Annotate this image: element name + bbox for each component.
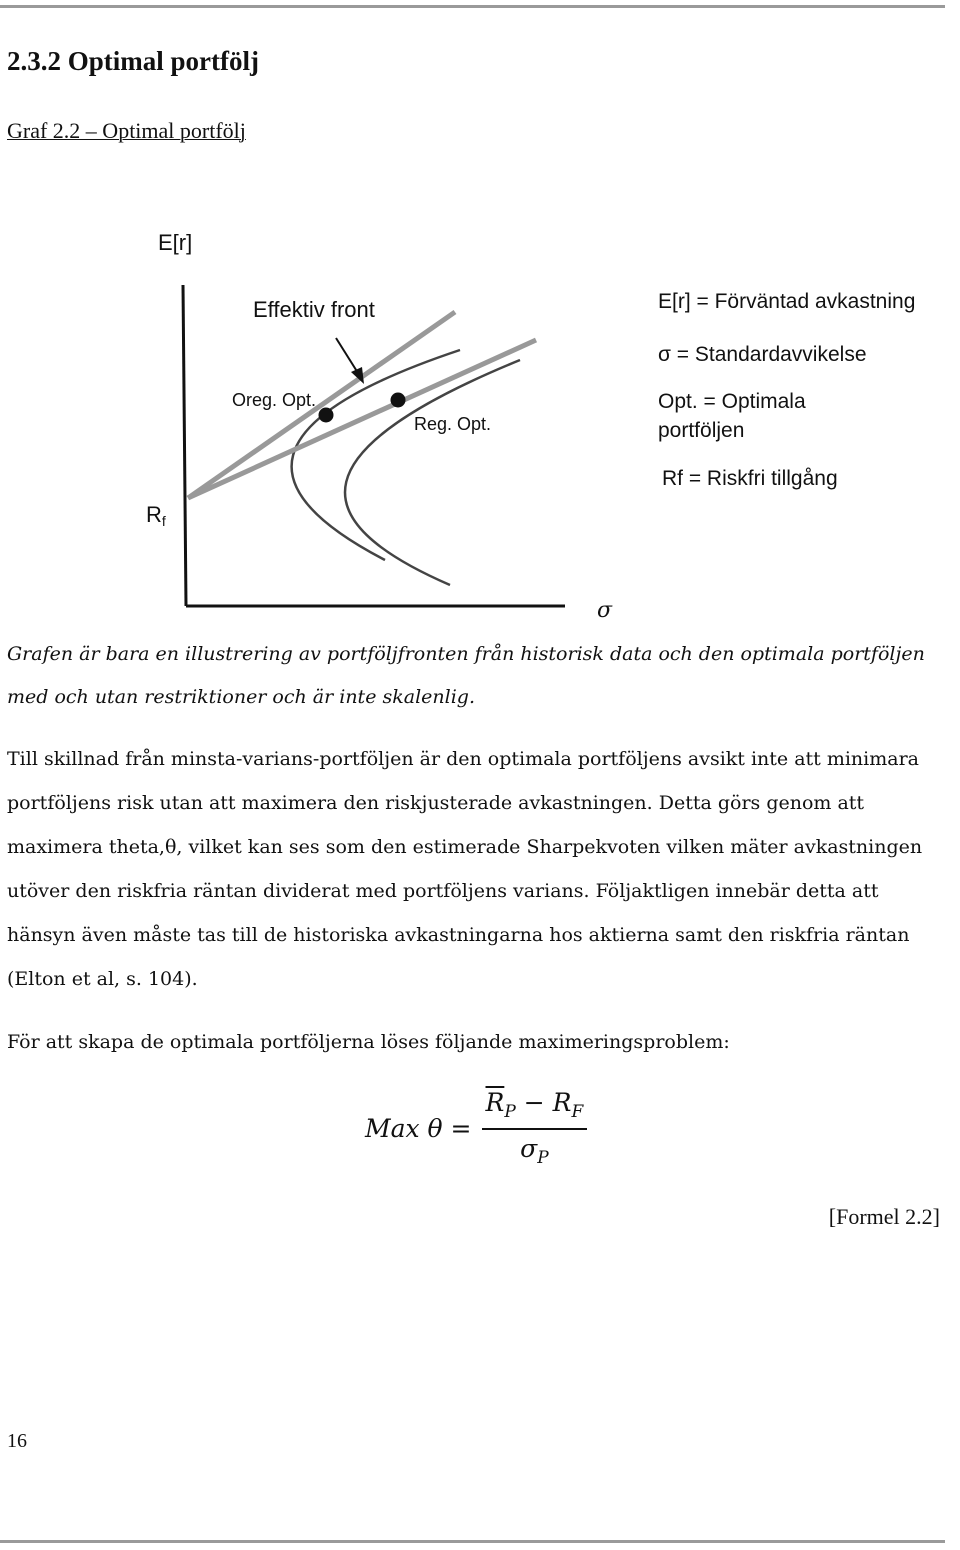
efficient-front-arrow-shaft <box>336 338 358 373</box>
formula-numerator: $\overline{R}_P - R_F$ <box>482 1088 588 1130</box>
figure-caption: Grafen är bara en illustrering av portföljfronten från historisk data och den optimala portföljen med och utan restriktioner och är inte skalenlig. <box>7 643 925 708</box>
unrestricted-efficient-frontier <box>292 350 460 560</box>
efficient-front-label: Effektiv front <box>253 297 375 322</box>
unrestricted-optimum-point <box>319 408 334 423</box>
legend-optimal-line2: portföljen <box>658 419 745 442</box>
restricted-optimum-point <box>391 393 406 408</box>
y-axis <box>183 285 186 606</box>
legend-expected-return: E[r] = Förväntad avkastning <box>658 290 916 313</box>
formula-reference: [Formel 2.2] <box>828 1204 940 1229</box>
bottom-rule <box>0 1540 945 1543</box>
body-paragraph-1: Till skillnad från minsta-varians-portföljen är den optimala portföljens avsikt inte att minimara portföljens risk utan att maximera den riskjusterade avkastningen. Detta görs genom att maximera theta,θ, vilket kan ses som den estimerade Sharpekvoten vilken mäter avkastningen utöver den riskfria räntan dividerat med portföljens varians. Följaktligen innebär detta att hänsyn även måste tas till de historiska avkastningarna hos aktierna samt den riskfria räntan (Elton et al, s. 104). <box>7 748 923 990</box>
graph-title: Graf 2.2 – Optimal portfölj <box>7 118 246 143</box>
page-number: 16 <box>7 1430 27 1452</box>
legend-risk-free: Rf = Riskfri tillgång <box>662 467 838 490</box>
formula-lhs: Max θ = <box>365 1113 472 1143</box>
restricted-optimum-label: Reg. Opt. <box>414 414 492 434</box>
legend-optimal-line1: Opt. = Optimala <box>658 390 806 413</box>
unrestricted-optimum-label: Oreg. Opt. <box>232 390 317 410</box>
x-axis-label: σ <box>597 598 613 623</box>
optimal-portfolio-figure <box>0 0 960 630</box>
formula-denominator: $\sigma_P$ <box>520 1134 549 1168</box>
unrestricted-capital-line <box>188 312 455 498</box>
y-axis-label: E[r] <box>158 230 193 255</box>
sharpe-formula <box>365 1088 587 1168</box>
risk-free-label: Rf <box>146 502 166 529</box>
body-paragraph-2: För att skapa de optimala portföljerna löses följande maximeringsproblem: <box>7 1031 730 1053</box>
formula-fraction <box>482 1088 588 1168</box>
section-heading: 2.3.2 Optimal portfölj <box>7 46 259 76</box>
legend-std-dev: σ = Standardavvikelse <box>658 343 867 366</box>
